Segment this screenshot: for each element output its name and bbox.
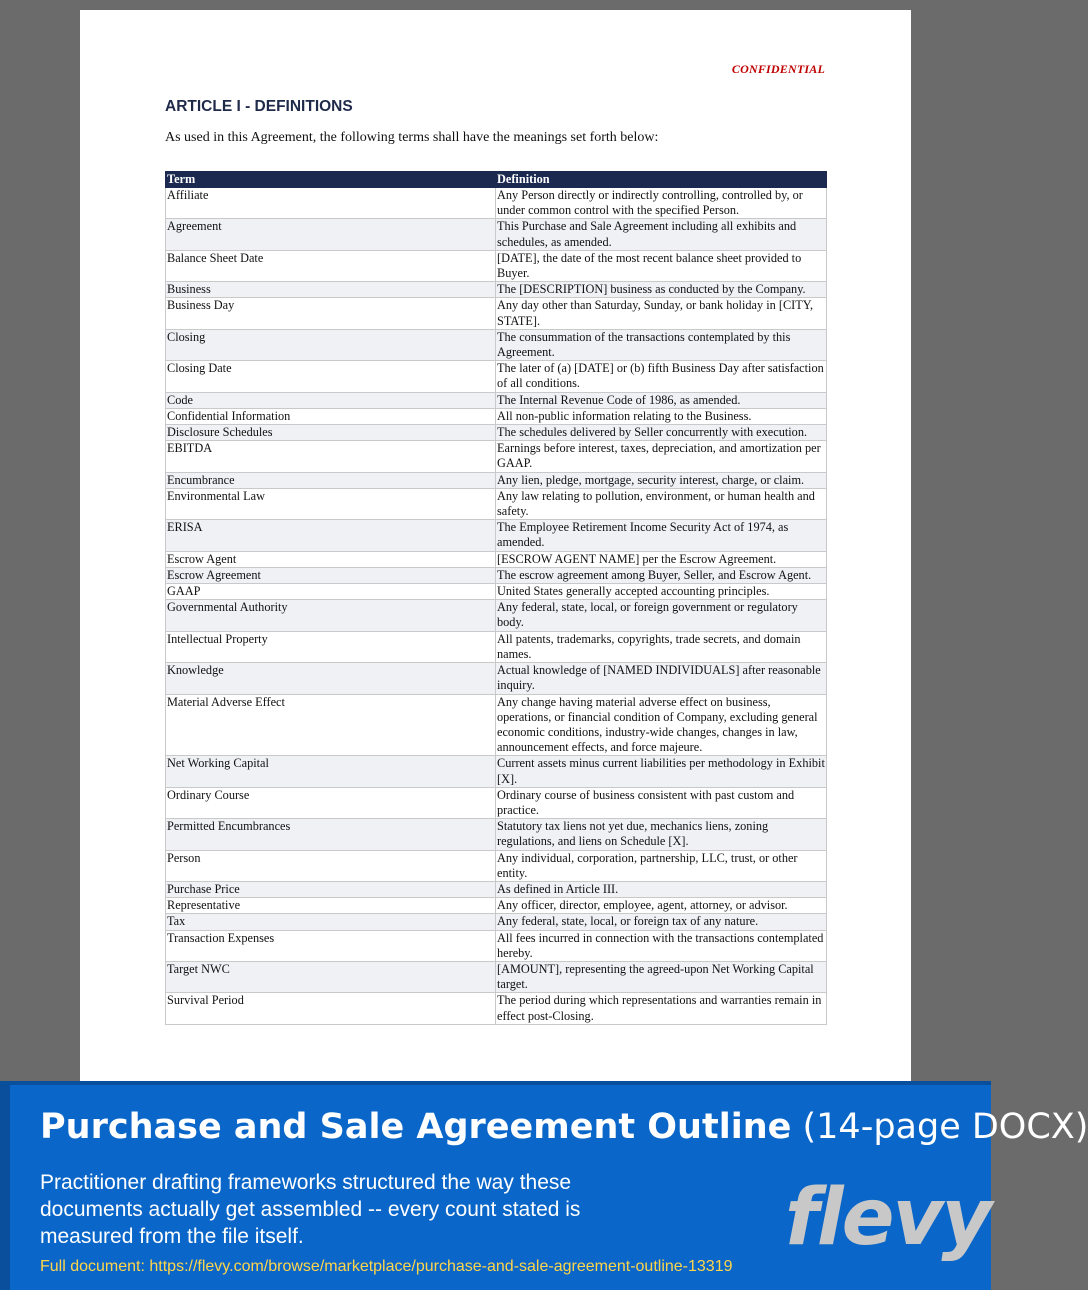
term-cell: Material Adverse Effect [166, 694, 496, 756]
term-cell: ERISA [166, 520, 496, 551]
definition-cell: Any lien, pledge, mortgage, security interest, charge, or claim. [496, 472, 827, 488]
table-row [166, 361, 827, 392]
definition-cell: All non-public information relating to the Business. [496, 408, 827, 424]
definition-cell: The later of (a) [DATE] or (b) fifth Business Day after satisfaction of all conditions. [496, 361, 827, 392]
table-row [166, 392, 827, 408]
table-row [166, 551, 827, 567]
term-cell: Agreement [166, 219, 496, 250]
table-row [166, 850, 827, 881]
full-document-link[interactable]: Full document: https://flevy.com/browse/marketplace/purchase-and-sale-agreement-outline-13319 [40, 1258, 733, 1275]
definition-cell: The escrow agreement among Buyer, Seller, and Escrow Agent. [496, 567, 827, 583]
term-cell: Environmental Law [166, 488, 496, 519]
table-row [166, 930, 827, 961]
definition-cell: [AMOUNT], representing the agreed-upon Net Working Capital target. [496, 961, 827, 992]
banner-title-format: (14-page DOCX) [802, 1107, 1088, 1147]
definition-cell: [DATE], the date of the most recent balance sheet provided to Buyer. [496, 250, 827, 281]
term-column-header: Term [166, 172, 496, 188]
definition-cell: As defined in Article III. [496, 881, 827, 897]
table-row [166, 600, 827, 631]
term-cell: Business [166, 282, 496, 298]
term-cell: Code [166, 392, 496, 408]
term-cell: Knowledge [166, 663, 496, 694]
intro-paragraph: As used in this Agreement, the following terms shall have the meanings set forth below: [165, 130, 659, 145]
definition-cell: The Employee Retirement Income Security Act of 1974, as amended. [496, 520, 827, 551]
term-cell: Ordinary Course [166, 787, 496, 818]
definition-cell: Any individual, corporation, partnership, LLC, trust, or other entity. [496, 850, 827, 881]
term-cell: Balance Sheet Date [166, 250, 496, 281]
definitions-table-body [166, 188, 827, 1025]
table-row [166, 584, 827, 600]
confidential-label: CONFIDENTIAL [731, 62, 825, 76]
term-cell: Purchase Price [166, 881, 496, 897]
definition-cell: Any federal, state, local, or foreign government or regulatory body. [496, 600, 827, 631]
term-cell: Representative [166, 898, 496, 914]
table-row [166, 250, 827, 281]
table-row [166, 408, 827, 424]
table-row [166, 425, 827, 441]
definition-cell: Actual knowledge of [NAMED INDIVIDUALS] after reasonable inquiry. [496, 663, 827, 694]
term-cell: Escrow Agent [166, 551, 496, 567]
table-row [166, 694, 827, 756]
promo-banner [0, 1081, 1088, 1290]
definition-cell: All patents, trademarks, copyrights, trade secrets, and domain names. [496, 631, 827, 662]
table-row [166, 282, 827, 298]
definition-cell: Any change having material adverse effect on business, operations, or financial condition of Company, excluding general economic conditions, industry-wide changes, changes in law, announcement effects, and force majeure. [496, 694, 827, 756]
table-row [166, 188, 827, 219]
term-cell: Disclosure Schedules [166, 425, 496, 441]
definition-cell: This Purchase and Sale Agreement including all exhibits and schedules, as amended. [496, 219, 827, 250]
term-cell: Net Working Capital [166, 756, 496, 787]
definition-cell: The schedules delivered by Seller concurrently with execution. [496, 425, 827, 441]
definition-cell: The Internal Revenue Code of 1986, as amended. [496, 392, 827, 408]
definition-cell: The consummation of the transactions contemplated by this Agreement. [496, 329, 827, 360]
article-title: ARTICLE I - DEFINITIONS [165, 98, 353, 115]
table-row [166, 298, 827, 329]
term-cell: Tax [166, 914, 496, 930]
table-row [166, 567, 827, 583]
table-row [166, 819, 827, 850]
table-row [166, 898, 827, 914]
definition-cell: Current assets minus current liabilities per methodology in Exhibit [X]. [497, 756, 825, 786]
term-cell: Permitted Encumbrances [166, 819, 496, 850]
banner-title-main: Purchase and Sale Agreement Outline [40, 1107, 792, 1147]
definition-cell: United States generally accepted accounting principles. [496, 584, 827, 600]
term-cell: Confidential Information [166, 408, 496, 424]
term-cell: Business Day [166, 298, 496, 329]
banner-description: Practitioner drafting frameworks structured the way these documents actually get assembled -- every count stated is measured from the file itself. [40, 1171, 581, 1248]
definition-cell: Any day other than Saturday, Sunday, or bank holiday in [CITY, STATE]. [496, 298, 827, 329]
definition-cell: Ordinary course of business consistent with past custom and practice. [496, 787, 827, 818]
banner-title [40, 1107, 1088, 1147]
table-row [166, 663, 827, 694]
definition-cell: Any law relating to pollution, environment, or human health and safety. [496, 488, 827, 519]
table-header-row [166, 172, 827, 188]
table-row [166, 520, 827, 551]
table-row [166, 993, 827, 1024]
term-cell: Transaction Expenses [166, 930, 496, 961]
term-cell: GAAP [166, 584, 496, 600]
definition-cell: All fees incurred in connection with the transactions contemplated hereby. [496, 930, 827, 961]
table-row [166, 881, 827, 897]
table-row [166, 329, 827, 360]
definition-cell: Earnings before interest, taxes, depreciation, and amortization per GAAP. [496, 441, 827, 472]
table-row [166, 472, 827, 488]
table-row [166, 787, 827, 818]
document-page [80, 10, 911, 1090]
definitions-table [165, 171, 827, 1025]
term-cell: Intellectual Property [166, 631, 496, 662]
term-cell: Encumbrance [166, 472, 496, 488]
table-row [166, 961, 827, 992]
term-cell: Survival Period [166, 993, 496, 1024]
flevy-logo [785, 1173, 991, 1263]
definition-cell: Any federal, state, local, or foreign tax of any nature. [496, 914, 827, 930]
table-row [166, 488, 827, 519]
definition-cell: Any Person directly or indirectly controlling, controlled by, or under common control with the specified Person. [496, 188, 827, 219]
flevy-logo-text: flevy [785, 1173, 991, 1263]
term-cell: Escrow Agreement [166, 567, 496, 583]
definition-column-header: Definition [496, 172, 827, 188]
definition-cell: The period during which representations and warranties remain in effect post-Closing. [496, 993, 827, 1024]
term-cell: EBITDA [166, 441, 496, 472]
term-cell: Closing Date [166, 361, 496, 392]
table-row [166, 914, 827, 930]
table-row [166, 756, 827, 787]
definition-cell: Any officer, director, employee, agent, attorney, or advisor. [496, 898, 827, 914]
table-row [166, 631, 827, 662]
term-cell: Affiliate [166, 188, 496, 219]
term-cell: Target NWC [166, 961, 496, 992]
term-cell: Governmental Authority [166, 600, 496, 631]
definition-cell: The [DESCRIPTION] business as conducted by the Company. [496, 282, 827, 298]
table-row [166, 441, 827, 472]
term-cell: Closing [166, 329, 496, 360]
term-cell: Person [166, 850, 496, 881]
definition-cell: Statutory tax liens not yet due, mechanics liens, zoning regulations, and liens on Schedule [X]. [496, 819, 827, 850]
table-row [166, 219, 827, 250]
definition-cell: [ESCROW AGENT NAME] per the Escrow Agreement. [496, 551, 827, 567]
